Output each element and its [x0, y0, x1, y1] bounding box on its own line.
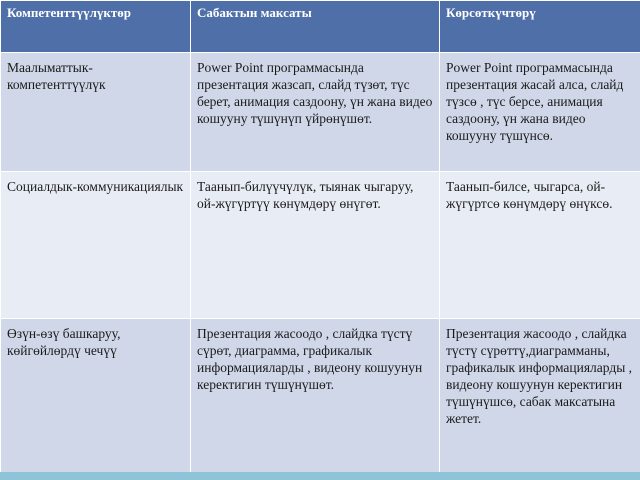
cell-competence: Өзүн-өзү башкаруу, көйгөйлөрдү чечүү: [1, 319, 191, 473]
header-competencies: Компетенттүүлүктөр: [1, 1, 191, 53]
header-lesson-goal: Сабактын максаты: [191, 1, 440, 53]
cell-competence: Маалыматтык-компетенттүүлүк: [1, 53, 191, 172]
bottom-accent-strip: [0, 472, 640, 480]
table-row: [1, 53, 640, 172]
header-indicators: Көрсөткүчтөрү: [440, 1, 640, 53]
table-row: [1, 172, 640, 319]
cell-goal: Таанып-билүүчүлүк, тыянак чыгаруу, ой-жүгүртүү көнүмдөрү өнүгөт.: [191, 172, 440, 319]
table-row: [1, 319, 640, 473]
cell-indicator: Презентация жасоодо , слайдка түстү сүрөттү,диаграмманы, графикалык информацияларды , видеону кошуунун керектигин түшүнүшсө, сабак максатына жетет.: [440, 319, 640, 473]
cell-competence: Социалдык-коммуникациялык: [1, 172, 191, 319]
cell-goal: Презентация жасоодо , слайдка түстү сүрөт, диаграмма, графикалык информацияларды , видеону кошуунун керектигин түшүнүшөт.: [191, 319, 440, 473]
header-row: [1, 1, 640, 53]
cell-indicator: Power Point программасында презентация жасай алса, слайд түзсө , түс берсе, анимация саздоону, үн жана видео кошууну түшүнсө.: [440, 53, 640, 172]
cell-goal: Power Point программасында презентация жазсап, слайд түзөт, түс берет, анимация саздоону, үн жана видео кошууну түшүнүп үйрөнүшөт.: [191, 53, 440, 172]
cell-indicator: Таанып-билсе, чыгарса, ой-жүгүртсө көнүмдөрү өнүксө.: [440, 172, 640, 319]
